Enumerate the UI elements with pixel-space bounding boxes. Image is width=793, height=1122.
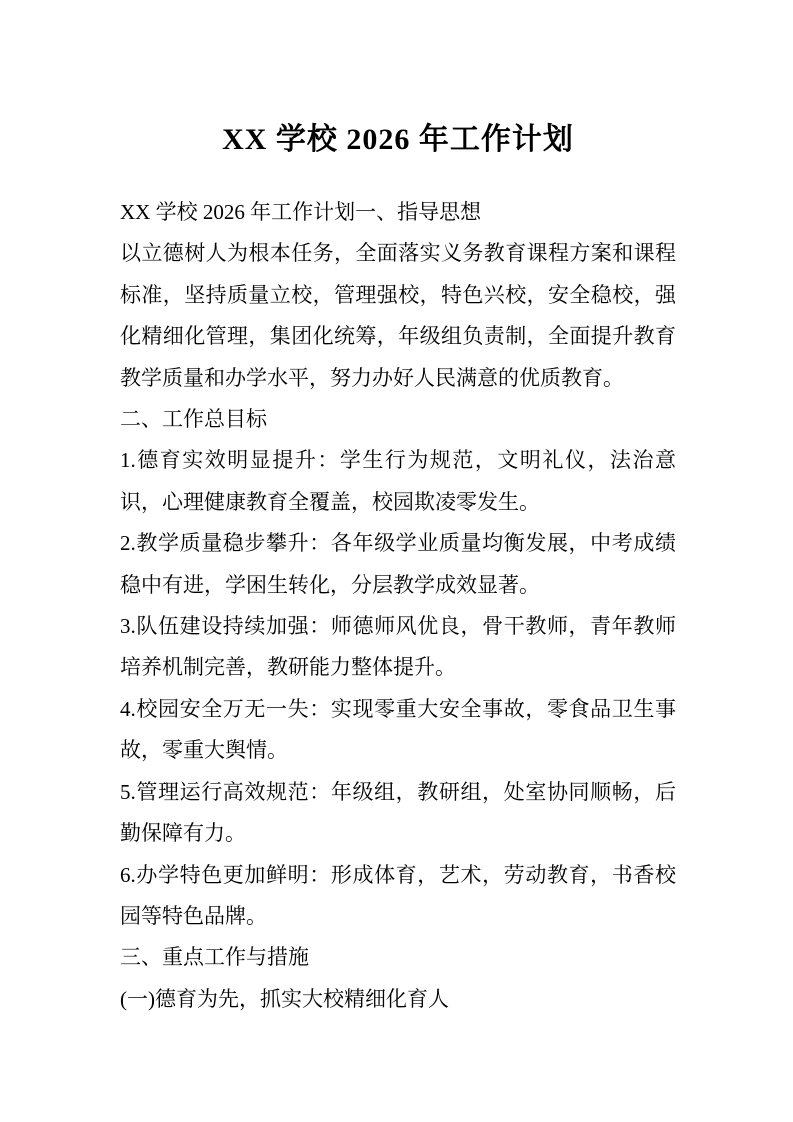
document-title: XX 学校 2026 年工作计划 xyxy=(222,123,574,156)
paragraph: 3.队伍建设持续加强：师德师风优良，骨干教师，青年教师培养机制完善，教研能力整体提升。 xyxy=(120,614,676,680)
paragraph: 5.管理运行高效规范：年级组，教研组，处室协同顺畅，后勤保障有力。 xyxy=(120,779,676,846)
paragraph: 2.教学质量稳步攀升：各年级学业质量均衡发展，中考成绩稳中有进，学困生转化，分层教学成效显著。 xyxy=(120,531,676,597)
paragraph: 二、工作总目标 xyxy=(120,407,267,432)
paragraph: 4.校园安全万无一失：实现零重大安全事故，零食品卫生事故，零重大舆情。 xyxy=(120,696,676,763)
paragraph: 1.德育实效明显提升：学生行为规范，文明礼仪，法治意识，心理健康教育全覆盖，校园欺凌零发生。 xyxy=(120,448,676,514)
document-body xyxy=(120,192,676,1020)
paragraph: 6.办学特色更加鲜明：形成体育，艺术，劳动教育，书香校园等特色品牌。 xyxy=(120,862,676,928)
paragraph: 三、重点工作与措施 xyxy=(120,945,309,970)
paragraph: 以立德树人为根本任务，全面落实义务教育课程方案和课程标准，坚持质量立校，管理强校，特色兴校，安全稳校，强化精细化管理，集团化统筹，年级组负责制，全面提升教育教学质量和办学水平，努力办好人民满意的优质教育。 xyxy=(120,241,676,390)
paragraph: XX 学校 2026 年工作计划一、指导思想 xyxy=(120,200,482,224)
paragraph: (一)德育为先，抓实大校精细化育人 xyxy=(120,986,449,1011)
